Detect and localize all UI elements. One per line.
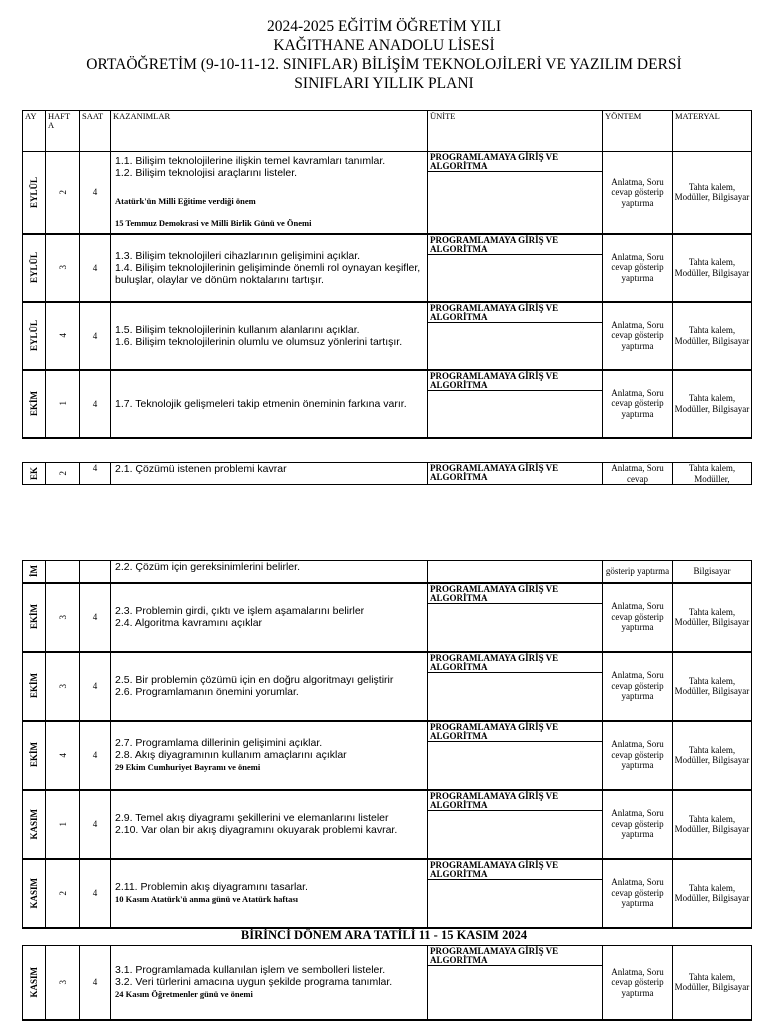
header-yontem: YÖNTEM [603, 111, 673, 152]
outcome-line: 2.7. Programlama dillerinin gelişimini açıklar. [115, 737, 323, 749]
outcome-line: 2.11. Problemin akış diyagramını tasarlar. [115, 881, 308, 893]
header-kazanimlar: KAZANIMLAR [111, 111, 428, 152]
method-text: Anlatma, Soru cevap gösterip yaptırma [603, 652, 673, 721]
month-label: EYLÜL [29, 176, 39, 208]
table-row [23, 583, 752, 652]
material-text: Tahta kalem, Modüller, Bilgisayar [673, 234, 752, 302]
month-label: EKİM [29, 604, 39, 630]
material-text: Tahta kalem, Modüller, Bilgisayar [673, 302, 752, 370]
month-label: EYLÜL [29, 251, 39, 283]
week-label: 3 [57, 683, 68, 689]
title-line-1: 2024-2025 EĞİTİM ÖĞRETİM YILI [266, 18, 502, 35]
method-text: Anlatma, Soru cevap gösterip yaptırma [603, 946, 673, 1020]
table-row [23, 302, 752, 370]
material-text: Tahta kalem, Modüller, Bilgisayar [673, 583, 752, 652]
outcome-line: 2.1. Çözümü istenen problemi kavrar [115, 463, 287, 475]
outcome-line: 1.6. Bilişim teknolojilerinin olumlu ve olumsuz yönlerini tartışır. [115, 335, 403, 348]
outcome-line: 1.7. Teknolojik gelişmeleri takip etmenin öneminin farkına varır. [115, 397, 407, 410]
month-label: EK [29, 466, 39, 480]
month-label: EKİM [29, 742, 39, 768]
month-label: EKİM [29, 673, 39, 699]
method-text: Anlatma, Soru cevap [603, 463, 673, 485]
table-row [23, 721, 752, 790]
unit-name: PROGRAMLAMAYA GİRİŞ VE ALGORİTMA [428, 235, 602, 255]
hours-value: 4 [80, 302, 111, 370]
method-text: Anlatma, Soru cevap gösterip yaptırma [603, 583, 673, 652]
week-label: 2 [57, 890, 68, 896]
hours-value: 4 [80, 946, 111, 1020]
special-day-note: 15 Temmuz Demokrasi ve Milli Birlik Günü ve Önemi [115, 218, 312, 229]
hours-value: 4 [80, 790, 111, 859]
table-row [23, 561, 752, 583]
outcome-line: 3.2. Veri türlerini amacına uygun şekilde programa tanımlar. [115, 976, 393, 989]
plan-table-1 [22, 110, 752, 439]
hours-value: 4 [80, 370, 111, 438]
method-text: Anlatma, Soru cevap gösterip yaptırma [603, 859, 673, 928]
month-label: KASIM [29, 808, 39, 840]
break-notice: BİRİNCİ DÖNEM ARA TATİLİ 11 - 15 KASIM 2024 [240, 928, 528, 942]
week-label: 1 [57, 401, 68, 406]
table-row [23, 463, 752, 485]
unit-name: PROGRAMLAMAYA GİRİŞ VE ALGORİTMA [428, 584, 602, 604]
hours-value: 4 [80, 234, 111, 302]
special-day-note: 24 Kasım Öğretmenler günü ve önemi [115, 989, 253, 1000]
outcome-line: 1.5. Bilişim teknolojilerinin kullanım alanlarını açıklar. [115, 323, 360, 336]
method-text: Anlatma, Soru cevap gösterip yaptırma [603, 790, 673, 859]
material-text: Tahta kalem, Modüller, [673, 463, 752, 485]
special-day-note: Atatürk'ün Milli Eğitime verdiği önem [115, 196, 256, 207]
outcome-line: 2.9. Temel akış diyagramı şekillerini ve elemanlarını listeler [115, 812, 389, 824]
title-line-3: ORTAÖĞRETİM (9-10-11-12. SINIFLAR) BİLİŞİM TEKNOLOJİLERİ VE YAZILIM DERSİ [86, 56, 682, 73]
outcome-line: 2.4. Algoritma kavramını açıklar [115, 617, 263, 629]
week-label: 4 [57, 752, 68, 758]
outcome-line: 2.10. Var olan bir akış diyagramını okuyarak problemi kavrar. [115, 824, 398, 836]
page-title [0, 17, 768, 93]
material-text: Tahta kalem, Modüller, Bilgisayar [673, 790, 752, 859]
week-label: 3 [57, 980, 68, 985]
outcome-line: 2.2. Çözüm için gereksinimlerini belirler. [115, 561, 300, 573]
outcome-line: 2.8. Akış diyagramının kullanım amaçlarını açıklar [115, 749, 347, 761]
hours-value: 4 [80, 583, 111, 652]
table-row [23, 152, 752, 234]
header-ay: AY [23, 111, 46, 152]
unit-name: PROGRAMLAMAYA GİRİŞ VE ALGORİTMA [428, 371, 602, 391]
material-text: Tahta kalem, Modüller, Bilgisayar [673, 152, 752, 234]
unit-name: PROGRAMLAMAYA GİRİŞ VE ALGORİTMA [430, 463, 559, 482]
table-row [23, 859, 752, 928]
week-label: 2 [57, 471, 68, 476]
outcome-line: 1.2. Bilişim teknolojisi araçlarını listeler. [115, 167, 298, 180]
header-unite: ÜNİTE [428, 111, 603, 152]
month-label: KASIM [29, 966, 39, 998]
title-line-2: KAĞITHANE ANADOLU LİSESİ [273, 37, 495, 54]
hours-value: 4 [80, 463, 111, 485]
header-hafta: HAFT A [46, 111, 80, 152]
method-text: Anlatma, Soru cevap gösterip yaptırma [603, 302, 673, 370]
table-row [23, 652, 752, 721]
method-text: Anlatma, Soru cevap gösterip yaptırma [603, 152, 673, 234]
outcome-line: 1.3. Bilişim teknolojileri cihazlarının gelişimini açıklar. [115, 249, 361, 262]
material-text: Tahta kalem, Modüller, Bilgisayar [673, 946, 752, 1020]
week-label: 4 [57, 333, 68, 338]
method-text: Anlatma, Soru cevap gösterip yaptırma [603, 370, 673, 438]
title-line-4: SINIFLARI YILLIK PLANI [294, 75, 474, 92]
table-header [23, 111, 752, 152]
material-text: Tahta kalem, Modüller, Bilgisayar [673, 721, 752, 790]
special-day-note: 29 Ekim Cumhuriyet Bayramı ve önemi [115, 762, 261, 772]
week-label: 1 [57, 821, 68, 827]
unit-name: PROGRAMLAMAYA GİRİŞ VE ALGORİTMA [428, 946, 602, 966]
unit-name: PROGRAMLAMAYA GİRİŞ VE ALGORİTMA [428, 791, 602, 811]
unit-name: PROGRAMLAMAYA GİRİŞ VE ALGORİTMA [428, 722, 602, 742]
unit-name: PROGRAMLAMAYA GİRİŞ VE ALGORİTMA [428, 653, 602, 673]
table-row [23, 234, 752, 302]
month-label: EKİM [29, 390, 39, 416]
table-row [23, 790, 752, 859]
hours-value: 4 [80, 652, 111, 721]
material-text: Tahta kalem, Modüller, Bilgisayar [673, 859, 752, 928]
outcome-line: 1.1. Bilişim teknolojilerine ilişkin temel kavramları tanımlar. [115, 155, 386, 168]
header-materyal: MATERYAL [673, 111, 752, 152]
hours-value: 4 [80, 152, 111, 234]
unit-name: PROGRAMLAMAYA GİRİŞ VE ALGORİTMA [428, 152, 602, 172]
method-text: Anlatma, Soru cevap gösterip yaptırma [603, 234, 673, 302]
unit-name: PROGRAMLAMAYA GİRİŞ VE ALGORİTMA [428, 303, 602, 323]
month-label: KASIM [29, 877, 39, 909]
special-day-note: 10 Kasım Atatürk'ü anma günü ve Atatürk haftası [115, 894, 299, 904]
outcome-line: 3.1. Programlamada kullanılan işlem ve sembolleri listeler. [115, 964, 386, 977]
hours-value: 4 [80, 859, 111, 928]
plan-table-3 [22, 945, 752, 1021]
month-label: EYLÜL [29, 319, 39, 351]
outcome-line: 2.6. Programlamanın önemini yorumlar. [115, 686, 299, 698]
unit-name: PROGRAMLAMAYA GİRİŞ VE ALGORİTMA [428, 860, 602, 880]
outcome-line: 2.5. Bir problemin çözümü için en doğru algoritmayı geliştirir [115, 674, 394, 686]
material-text: Bilgisayar [673, 561, 752, 583]
material-text: Tahta kalem, Modüller, Bilgisayar [673, 652, 752, 721]
method-text: Anlatma, Soru cevap gösterip yaptırma [603, 721, 673, 790]
plan-table-split-top [22, 462, 752, 485]
plan-table-2 [22, 560, 752, 929]
table-row [23, 370, 752, 438]
outcome-line: 2.3. Problemin girdi, çıktı ve işlem aşamalarını belirler [115, 605, 365, 617]
header-saat: SAAT [80, 111, 111, 152]
outcome-line: 1.4. Bilişim teknolojilerinin gelişiminde önemli rol oynayan keşifler, buluşlar, olaylar ve dönüm noktalarını tartışır. [115, 261, 421, 286]
method-text: gösterip yaptırma [603, 561, 673, 583]
week-label: 3 [57, 265, 68, 270]
material-text: Tahta kalem, Modüller, Bilgisayar [673, 370, 752, 438]
month-label: İM [29, 565, 39, 578]
hours-value: 4 [80, 721, 111, 790]
week-label: 2 [57, 190, 68, 195]
week-label: 3 [57, 614, 68, 620]
table-row [23, 946, 752, 1020]
